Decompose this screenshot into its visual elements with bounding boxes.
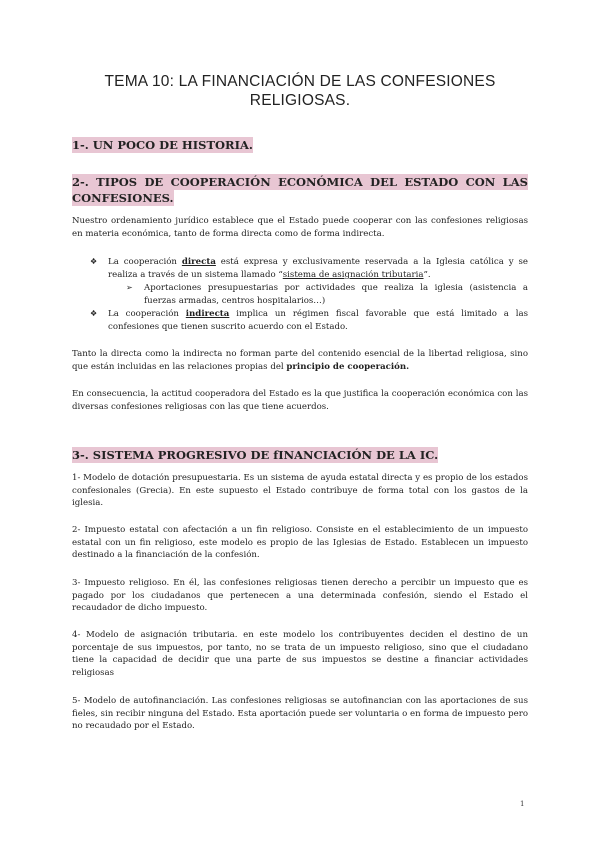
- section-1-heading: [72, 137, 528, 153]
- section-1-heading-text: 1-. UN POCO DE HISTORIA.: [72, 138, 253, 152]
- title-line-1: TEMA 10: LA FINANCIACIÓN DE LAS CONFESIONES: [104, 73, 496, 90]
- diamond-bullet-icon: ❖: [90, 257, 98, 266]
- keyword-directa: directa: [181, 257, 216, 267]
- bullet-indirecta: ❖ La cooperación indirecta implica un régimen fiscal favorable que está limitado a las confesiones que tienen suscrito acuerdo con el Estado.: [90, 309, 529, 332]
- section-2-paragraph-consecuencia: En consecuencia, la actitud cooperadora del Estado es la que justifica la cooperación económica con las diversas confesiones religiosas con las que tiene acuerdos.: [72, 389, 528, 412]
- title-line-2: RELIGIOSAS.: [249, 92, 351, 109]
- section-2-heading-line-2: CONFESIONES.: [72, 191, 174, 205]
- page-title: [72, 72, 528, 110]
- bullet-directa: ❖ La cooperación directa está expresa y exclusivamente reservada a la Iglesia católica y se realiza a través de un sistema llamado “sistema de asignación tributaria”.: [90, 257, 528, 280]
- page-number: 1: [520, 800, 525, 808]
- model-item-3: 3- Impuesto religioso. En él, las confesiones religiosas tienen derecho a percibir un impuesto que es pagado por los ciudadanos que pertenecen a una determinada confesión, siendo el Estado el recaudador de dicho impuesto.: [72, 578, 528, 613]
- model-item-2: 2- Impuesto estatal con afectación a un fin religioso. Consiste en el establecimiento de un impuesto estatal con un fin religioso, este modelo es propio de las Iglesias de Estado. Establecen un impuesto destinado a la financiación de la confesión.: [72, 525, 528, 560]
- section-3-heading-text: 3-. SISTEMA PROGRESIVO DE fINANCIACIÓN DE LA IC.: [72, 448, 439, 462]
- principio-cooperacion: principio de cooperación.: [286, 361, 410, 372]
- sub-bullet-aportaciones: ➢ Aportaciones presupuestarias por actividades que realiza la iglesia (asistencia a fuerzas armadas, centros hospitalarios…): [126, 283, 528, 306]
- model-item-1: 1- Modelo de dotación presupuestaria. Es un sistema de ayuda estatal directa y es propio de los estados confesionales (Grecia). En este supuesto el Estado contribuye de forma total con los gastos de la iglesia.: [72, 473, 528, 508]
- section-2-intro: Nuestro ordenamiento jurídico establece que el Estado puede cooperar con las confesiones religiosas en materia económica, tanto de forma directa como de forma indirecta.: [72, 216, 528, 239]
- section-2-heading: [72, 174, 528, 206]
- arrow-bullet-icon: ➢: [126, 283, 133, 292]
- model-item-4: 4- Modelo de asignación tributaria. en este modelo los contribuyentes deciden el destino de un porcentaje de sus impuestos, por tanto, no se trata de un impuesto religioso, sino que el ciudadano tiene la capacidad de decidir que una parte de sus impuestos se destine a financiar actividades religiosas: [72, 630, 528, 678]
- diamond-bullet-icon: ❖: [90, 309, 98, 318]
- sistema-asignacion-link: sistema de asignación tributaria: [282, 269, 424, 280]
- model-item-5: 5- Modelo de autofinanciación. Las confesiones religiosas se autofinancian con las aportaciones de sus fieles, sin recibir ninguna del Estado. Esta aportación puede ser voluntaria o en forma de impuesto pero no recaudado por el Estado.: [72, 696, 528, 731]
- section-3-heading: [72, 447, 528, 463]
- section-2-paragraph-cooperacion: Tanto la directa como la indirecta no forman parte del contenido esencial de la libertad religiosa, sino que están incluidas en las relaciones propias del principio de cooperación.: [72, 349, 528, 372]
- section-2-heading-line-1: 2-. TIPOS DE COOPERACIÓN ECONÓMICA DEL ESTADO CON LAS: [72, 175, 528, 189]
- keyword-indirecta: indirecta: [185, 309, 230, 319]
